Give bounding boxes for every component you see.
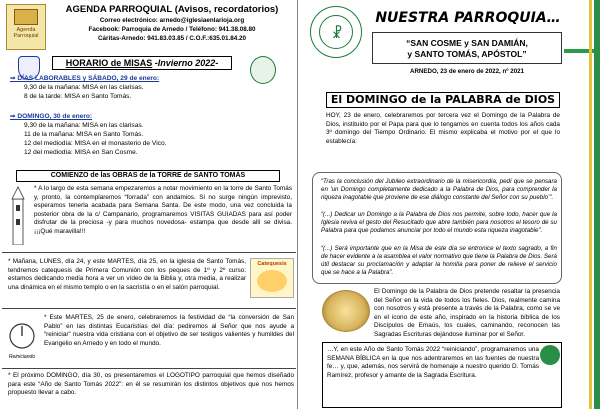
emaus-icon [322, 290, 370, 332]
quote-paragraph: “(...) Dedicar un Domingo a la Palabra de Dios nos permite, sobre todo, hacer que la Iglesia reviva el gesto del Resucitado que abre también para nosotros el tesoro de su Palabra para que podamos anunciar por todo el mundo esta riqueza inagotable”. [321, 211, 557, 234]
semana-biblica-text: …Y, en este Año de Santo Tomás 2022 “reiniciando”, programaremos una SEMANA BÍBLICA en la que nos adentraremos en las fuentes de nuestra fe… y, que, además, nos servirá de homenaje a nuestro querido D. Tomás Ramírez, profesor y amante de la Sagrada Escritura. [327, 346, 539, 379]
divider [2, 252, 296, 253]
saturday-schedule [10, 74, 270, 101]
parish-seal [310, 6, 362, 58]
sunday-line: 9,30 de la mañana: MISA en las clarisas. [24, 122, 144, 129]
tower-icon [8, 185, 28, 245]
horario-title: HORARIO de MISAS -Invierno 2022- [52, 56, 232, 70]
domingo-title: El DOMINGO de la PALABRA de DIOS [326, 92, 560, 108]
saturday-heading: ⇒ DÍAS LABORABLES y SÁBADO, 29 de enero: [10, 75, 160, 82]
semana-biblica-box [322, 342, 562, 408]
sunday-schedule [10, 112, 280, 157]
sunday-line: 12 del mediodía: MISA en el monasterio de Vico. [24, 140, 167, 147]
martes-text: * Este MARTES, 25 de enero, celebraremos la festividad de “la conversión de San Pablo” en las distintas Eucaristías del día: pediremos al Señor que nos ayude a “reiniciar” nuestra vida cristiana con el objetivo de ser testigos valientes y humildes del Evangelio en Arnedo y en todo el mundo. [44, 314, 294, 347]
agenda-title: AGENDA PARROQUIAL (Avisos, recordatorios) [65, 4, 279, 15]
agenda-phone: Facebook: Parroquia de Arnedo / Teléfono: 941.38.08.80 [88, 26, 256, 33]
domingo-closing: El Domingo de la Palabra de Dios pretende resaltar la presencia del Señor en la vida de todos los fieles. Dios, realmente camina con nosotros y está presente a través de la Palabra, como se ve en el icono de este año, inspirado en la historia bíblica de los Discípulos de Emaús, los cuales, caminando, reconocen las Sagradas Escrituras dejándose iluminar por el Señor. [374, 288, 560, 338]
agenda-caritas: Cáritas-Arnedo: 941.83.03.85 / C.O.F.:635.01.84.20 [97, 35, 247, 42]
catequesis-image: Catequesis [250, 258, 294, 298]
agenda-header [2, 2, 296, 54]
sunday-line: 12 del mediodía: MISA en San Cosme. [24, 149, 138, 156]
agenda-logo-label: Agenda Parroquial [13, 27, 39, 39]
issue-date: ARNEDO, 23 de enero de 2022, nº 2021 [409, 68, 525, 75]
decorative-band [564, 0, 600, 409]
saturday-line: 9,30 de la mañana: MISA en las clarisas. [24, 84, 144, 91]
reiniciando-icon [4, 320, 40, 356]
quote-paragraph: “Tras la conclusión del Jubileo extraordinario de la misericordia, pedí que se pensara en ‘un Domingo completamente dedicado a la Palabra de Dios, para comprender la riqueza inagotable que proviene de ese diálogo constante del Señor con su pueblo’”. [321, 178, 557, 201]
parish-subtitle: “SAN COSME y SAN DAMIÁN, y SANTO TOMÁS, APÓSTOL” [372, 32, 562, 64]
children-icon [257, 270, 287, 292]
proximo-domingo-text: * El próximo DOMINGO, día 30, os presentaremos el LOGOTIPO parroquial que hemos diseñado para este “Año de Santo Tomás 2022”: en él se resumirán los distintos objetivos que nos hemos propuesto llevar a cabo. [8, 372, 294, 397]
parish-logo-icon [540, 345, 560, 365]
sunday-heading: ⇒ DOMINGO, 30 de enero: [10, 113, 93, 120]
quote-paragraph: “(...) Será importante que en la Misa de este día se entronice el texto sagrado, a fin de hacer evidente a la asamblea el valor normativo que tiene la Palabra de Dios. Será útil destacar su proclamación y adaptar la homilía para poner de relieve el servicio que se hace a la Palabra”. [321, 245, 557, 276]
agenda-logo [6, 4, 46, 50]
agenda-contacts [50, 16, 294, 43]
svg-text:☧: ☧ [331, 26, 343, 42]
catequesis-text: * Mañana, LUNES, día 24, y este MARTES, día 25, en la iglesia de Santo Tomás, tendremos catequesis de Primera Comunión con los peques de 1º y 2º curso: estamos dedicando media hora a ver un vídeo de la Biblia y, otra media, a realizar una dinámica en el mismo templo o en la sacristía o en el salón parroquial. [8, 258, 246, 291]
book-icon [14, 9, 38, 25]
torre-title: COMIENZO de las OBRAS de la TORRE de SANTO TOMÁS [16, 170, 280, 182]
agenda-email: Correo electrónico: arnedo@iglesiaenlarioja.org [99, 17, 245, 24]
torre-text: * A lo largo de esta semana empezaremos a notar movimiento en la torre de Santo Tomás y, pronto, la contemplaremos “forrada” con andamios. Si no surge ningún imprevisto, esperamos tenerla acabada para Semana Santa. De este modo, una vez concluida la posterior obra de la c/ Campanario, programaremos VISITAS GUIADAS para así poder disfrutar de la preciosa -y para muchos novedosa- estampa que desde allí se divisa. ¡¡¡Qué maravilla!!! [34, 185, 292, 235]
pope-quote-box [312, 172, 562, 284]
chi-rho-icon [319, 15, 353, 49]
divider [2, 308, 296, 309]
sunday-line: 11 de la mañana: MISA en Santo Tomás. [24, 131, 144, 138]
divider [2, 368, 296, 369]
saturday-line: 8 de la tarde: MISA en Santo Tomás. [24, 93, 132, 100]
parish-title: NUESTRA PARROQUIA… [375, 10, 561, 26]
reiniciando-label: Reiniciando [8, 354, 36, 360]
domingo-intro: HOY, 23 de enero, celebraremos por tercera vez el Domingo de la Palabra de Dios, instituido por el Papa para que lo tengamos en cuenta todos los años cada 3º domingo del Tiempo Ordinario. El mismo explicaba el motivo por el que lo establecía: [326, 112, 560, 145]
